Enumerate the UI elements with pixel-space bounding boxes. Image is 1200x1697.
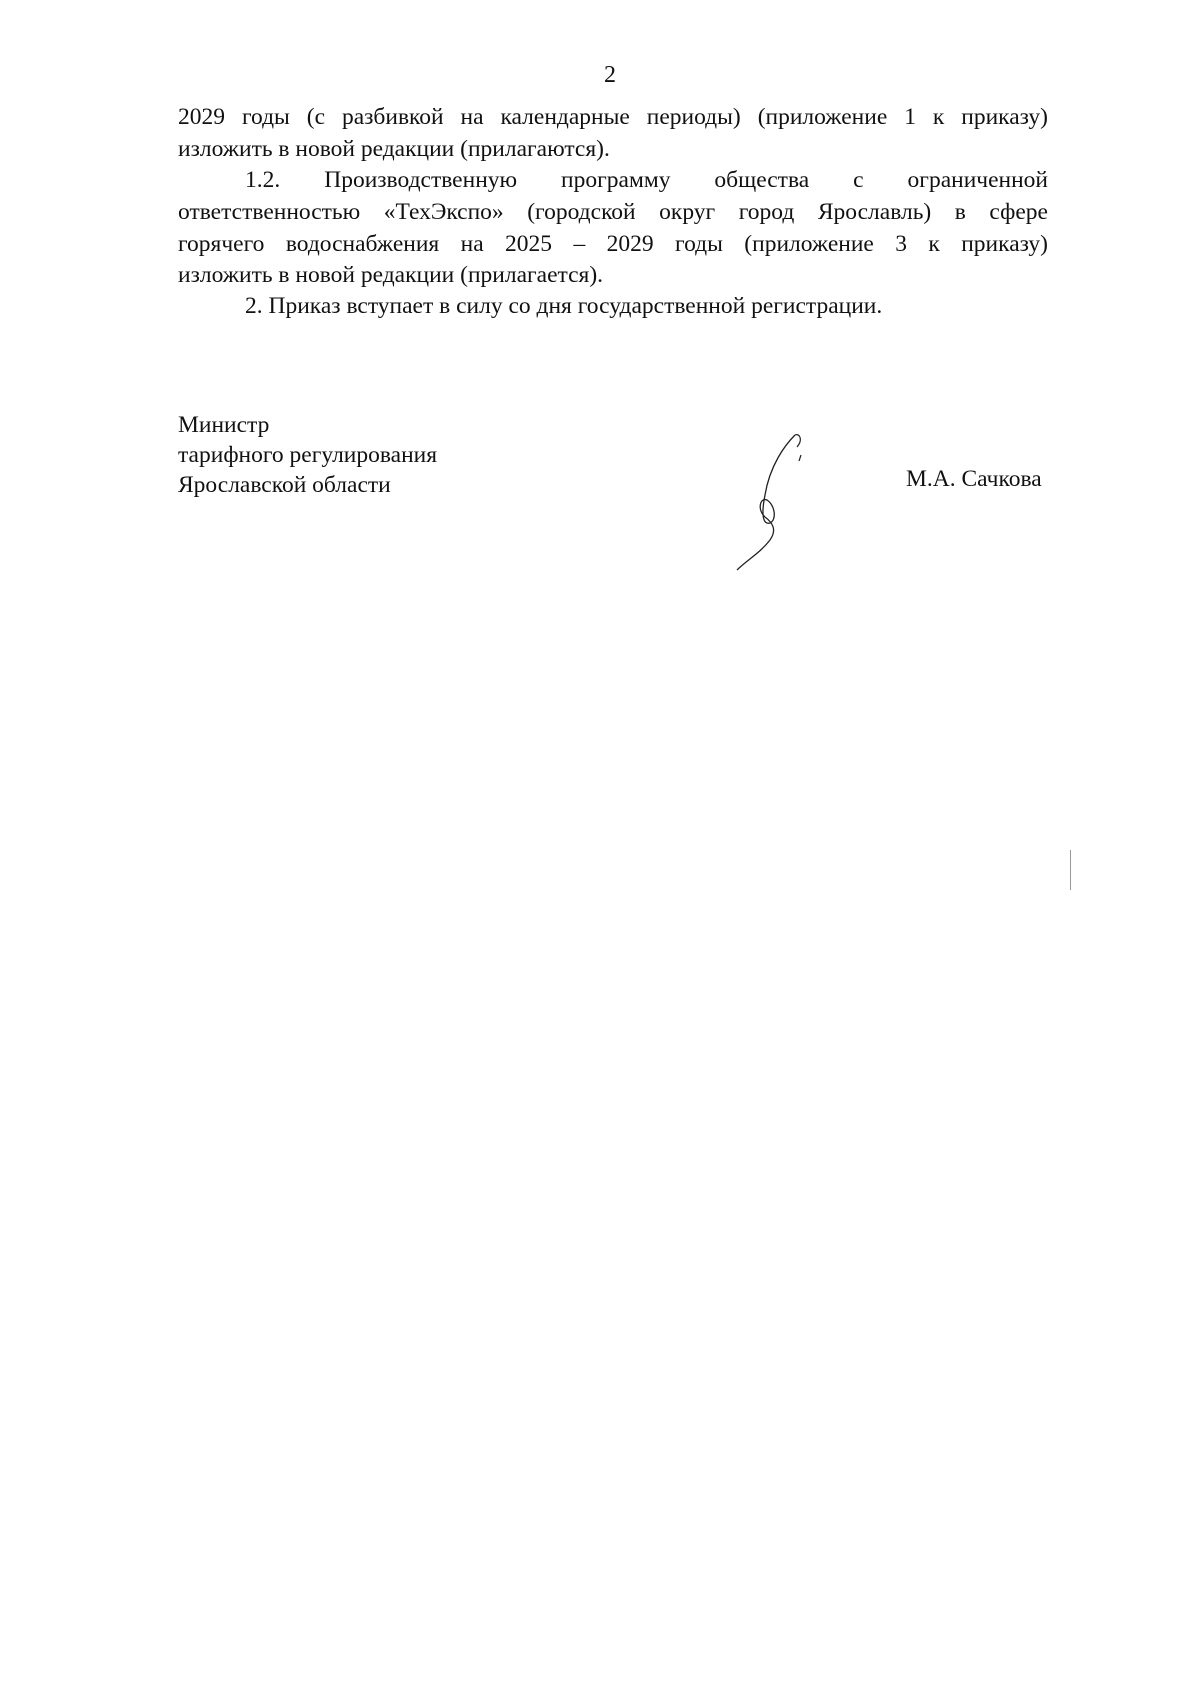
body-line: 1.2. Производственную программу общества с ограниченной	[245, 167, 1048, 193]
body-line: изложить в новой редакции (прилагается).	[178, 262, 604, 288]
page-number: 2	[604, 62, 616, 88]
signatory-title-line: Министр	[178, 412, 270, 438]
signatory-title-line: Ярославской области	[178, 472, 391, 498]
body-line: 2029 годы (с разбивкой на календарные периоды) (приложение 1 к приказу)	[178, 104, 1048, 130]
body-line: изложить в новой редакции (прилагаются).	[178, 136, 610, 162]
handwritten-signature	[725, 425, 825, 575]
scan-artifact	[1070, 850, 1071, 890]
signatory-name: М.А. Сачкова	[906, 466, 1042, 492]
body-line: 2. Приказ вступает в силу со дня государственной регистрации.	[245, 293, 883, 319]
body-line: ответственностью «ТехЭкспо» (городской округ город Ярославль) в сфере	[178, 199, 1048, 225]
body-line: горячего водоснабжения на 2025 – 2029 годы (приложение 3 к приказу)	[178, 231, 1048, 257]
signatory-title-line: тарифного регулирования	[178, 442, 438, 468]
